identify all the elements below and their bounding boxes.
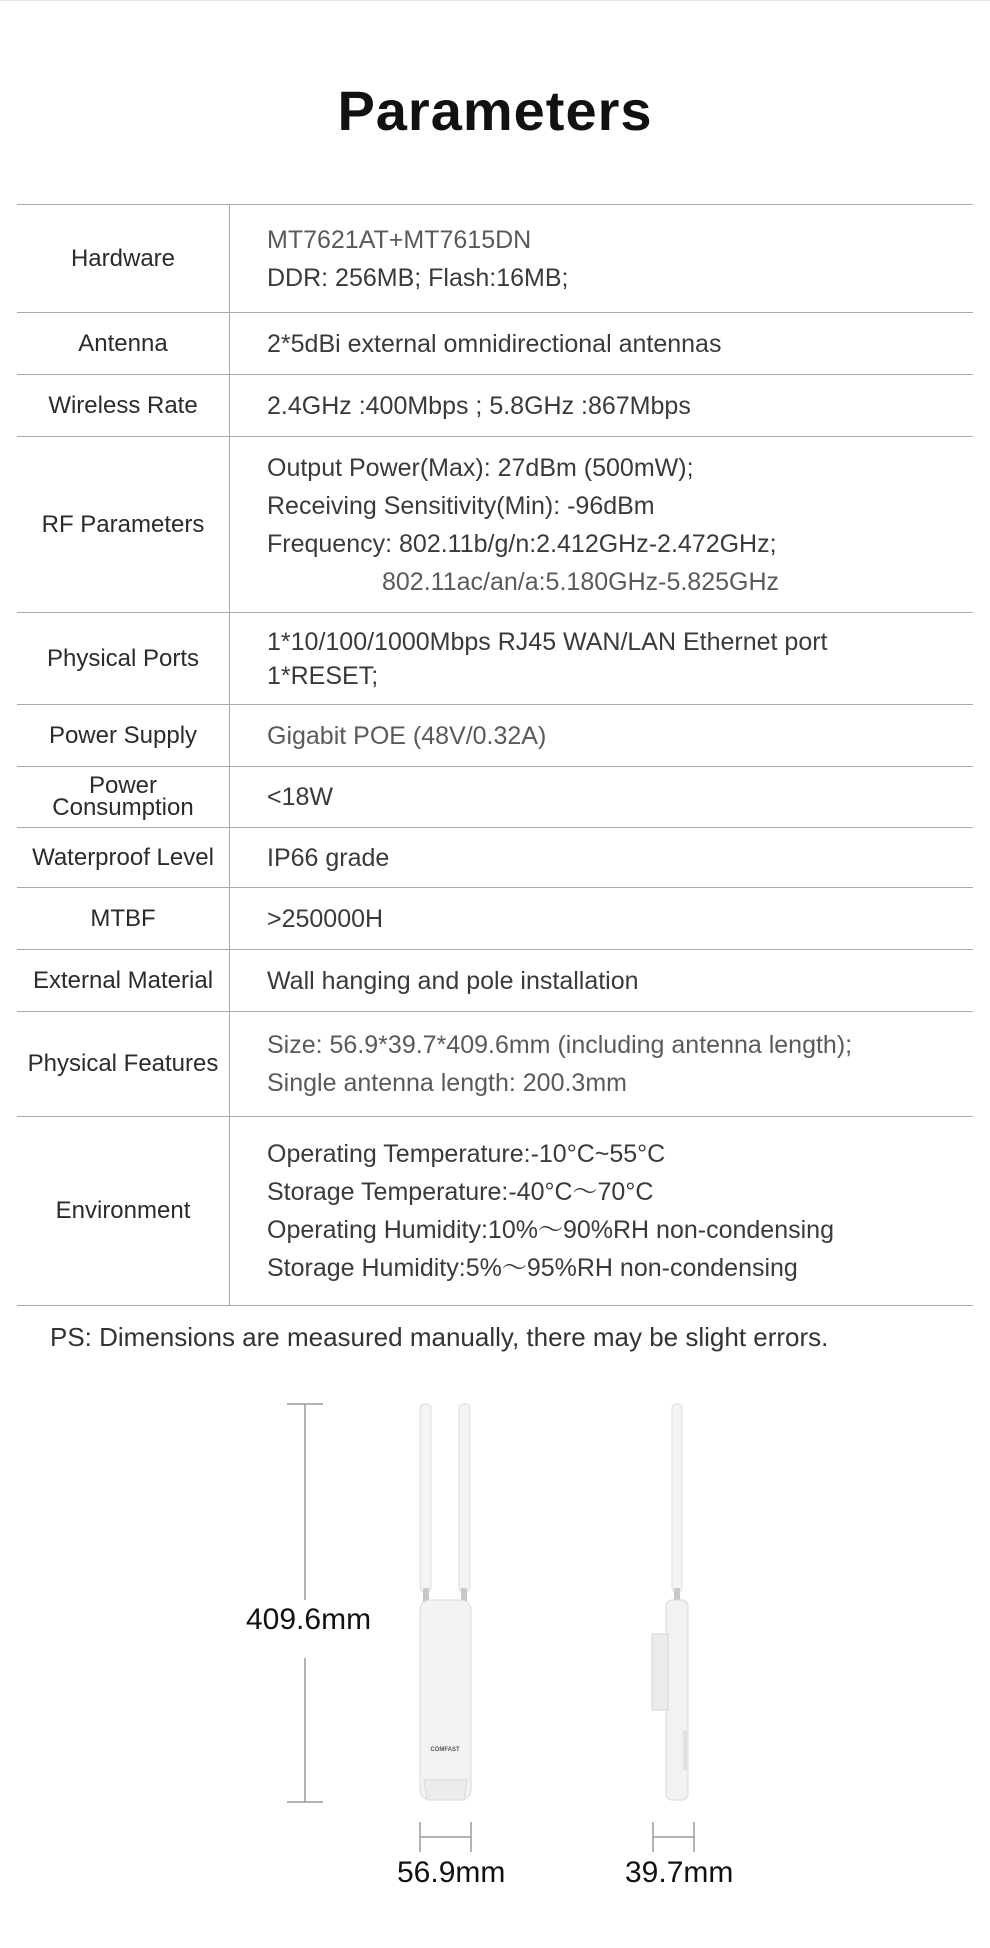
measurement-note: PS: Dimensions are measured manually, there may be slight errors. — [50, 1322, 829, 1352]
top-divider — [0, 0, 990, 1]
value-line: Storage Humidity:5%～95%RH non-condensing — [267, 1254, 798, 1282]
value-line: Frequency: 802.11b/g/n:2.412GHz-2.472GHz; — [267, 529, 777, 558]
row-value — [230, 1012, 974, 1117]
parameters-table — [17, 204, 973, 1306]
row-value — [230, 313, 974, 375]
row-label: Environment — [17, 1117, 230, 1306]
row-label: MTBF — [17, 888, 230, 950]
row-value — [230, 950, 974, 1012]
row-value — [230, 205, 974, 313]
value-line: IP66 grade — [267, 843, 390, 872]
row-value — [230, 1117, 974, 1306]
value-line: 802.11ac/an/a:5.180GHz-5.825GHz — [382, 567, 780, 596]
table-row — [17, 613, 973, 705]
row-value — [230, 705, 974, 767]
row-value — [230, 613, 974, 705]
table-row — [17, 950, 973, 1012]
value-line: Size: 56.9*39.7*409.6mm (including antenna length); — [267, 1031, 853, 1059]
row-value — [230, 828, 974, 888]
row-value — [230, 767, 974, 828]
value-line: 2.4GHz :400Mbps ; 5.8GHz :867Mbps — [267, 391, 691, 420]
table-row — [17, 1012, 973, 1117]
row-label: External Material — [17, 950, 230, 1012]
value-line: Gigabit POE (48V/0.32A) — [267, 721, 547, 750]
value-line: MT7621AT+MT7615DN — [267, 225, 532, 254]
width-label: 56.9mm — [397, 1856, 506, 1889]
row-value — [230, 437, 974, 613]
value-line: 2*5dBi external omnidirectional antennas — [267, 329, 722, 358]
device-dimension-figure — [0, 1390, 990, 1920]
row-label: Waterproof Level — [17, 828, 230, 888]
value-line: Operating Temperature:-10°C~55°C — [267, 1140, 666, 1168]
table-row — [17, 1117, 973, 1306]
row-value — [230, 888, 974, 950]
value-line: DDR: 256MB; Flash:16MB; — [267, 263, 569, 292]
value-line: Single antenna length: 200.3mm — [267, 1069, 627, 1097]
table-row — [17, 205, 973, 313]
device-front-view — [420, 1404, 471, 1800]
table-row — [17, 888, 973, 950]
row-label: Hardware — [17, 205, 230, 313]
device-side-view — [652, 1404, 688, 1800]
value-line: Output Power(Max): 27dBm (500mW); — [267, 453, 694, 482]
depth-label: 39.7mm — [625, 1856, 734, 1889]
height-label: 409.6mm — [246, 1603, 372, 1636]
value-line: Storage Temperature:-40°C～70°C — [267, 1178, 654, 1206]
row-label: Power Supply — [17, 705, 230, 767]
value-line: Wall hanging and pole installation — [267, 966, 639, 995]
value-line: >250000H — [267, 904, 384, 933]
row-label: Wireless Rate — [17, 375, 230, 437]
row-value — [230, 375, 974, 437]
brand-logo: COMFAST — [430, 1747, 460, 1753]
row-label: Physical Ports — [17, 613, 230, 705]
value-line: 1*10/100/1000Mbps RJ45 WAN/LAN Ethernet port — [267, 627, 828, 656]
row-label: RF Parameters — [17, 437, 230, 613]
value-line: <18W — [267, 783, 334, 811]
page-title: Parameters — [337, 79, 653, 142]
row-label: Power Consumption — [17, 767, 230, 828]
table-row — [17, 375, 973, 437]
value-line: Operating Humidity:10%～90%RH non-condensing — [267, 1216, 834, 1244]
table-row — [17, 767, 973, 828]
table-row — [17, 437, 973, 613]
row-label: Antenna — [17, 313, 230, 375]
depth-dimension-line — [653, 1822, 694, 1852]
value-line: 1*RESET; — [267, 661, 379, 690]
table-row — [17, 705, 973, 767]
table-row — [17, 828, 973, 888]
table-row — [17, 313, 973, 375]
row-label: Physical Features — [17, 1012, 230, 1117]
value-line: Receiving Sensitivity(Min): -96dBm — [267, 491, 655, 520]
width-dimension-line — [420, 1822, 471, 1852]
